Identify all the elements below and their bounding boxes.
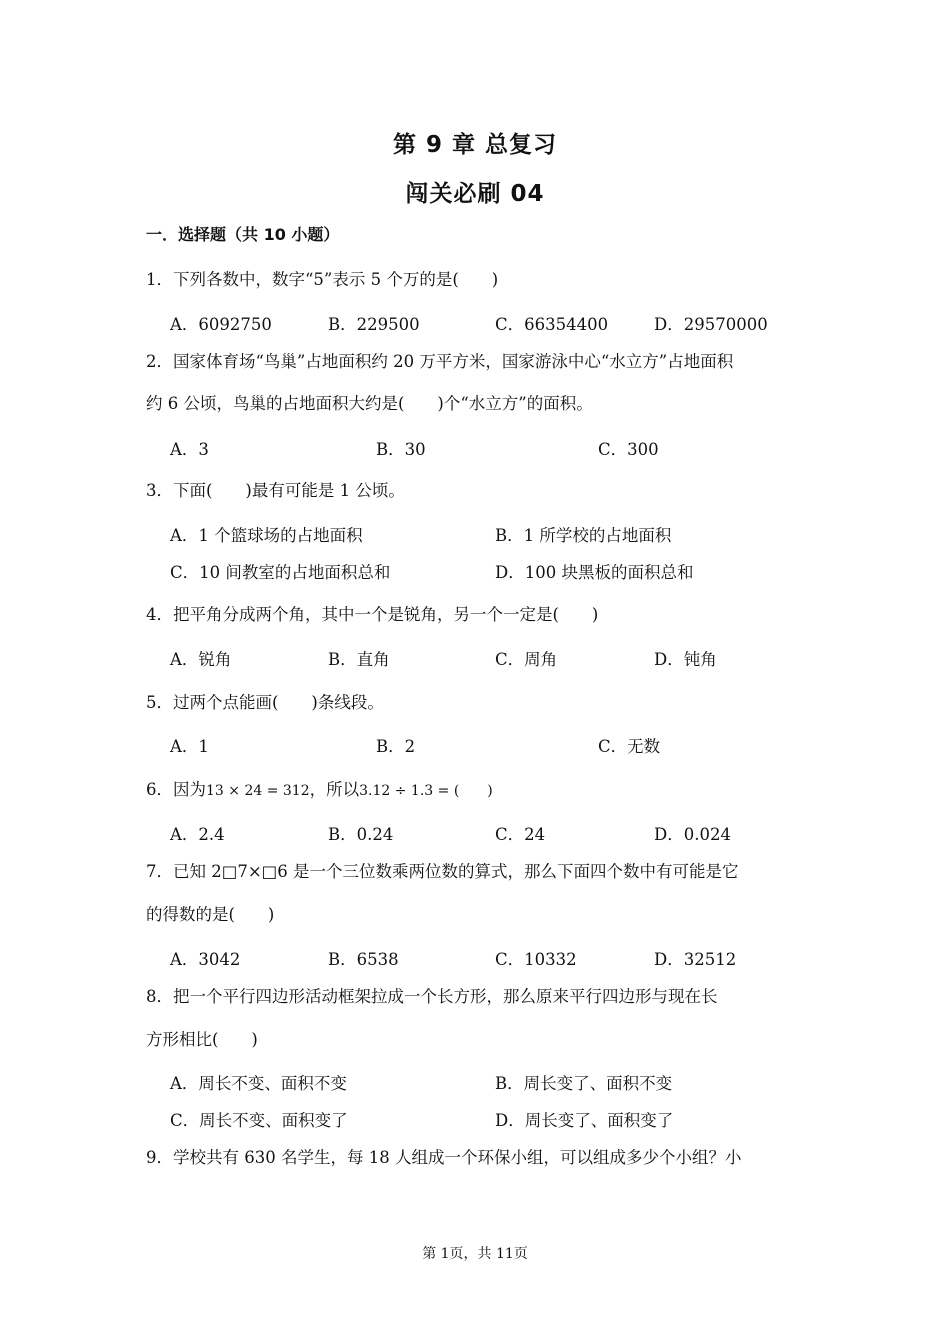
q7-option-b: B．6538 [328, 950, 399, 969]
q5-option-c: C．无数 [598, 737, 661, 756]
q8-option-b: B．周长变了、面积不变 [495, 1074, 673, 1093]
q1-option-b: B．229500 [328, 315, 420, 334]
q1-option-c: C．66354400 [495, 315, 609, 334]
q1-option-d: D．29570000 [654, 315, 768, 334]
question-7-text-line2: 的得数的是( ) [146, 905, 275, 924]
q6-option-b: B．0.24 [328, 825, 394, 844]
question-8-text-line1: 8．把一个平行四边形活动框架拉成一个长方形，那么原来平行四边形与现在长 [146, 987, 718, 1006]
q6-option-d: D．0.024 [654, 825, 731, 844]
q4-option-b: B．直角 [328, 650, 390, 669]
q6-formula-2: 3.12 ÷ 1.3 = ( ) [359, 783, 493, 799]
q8-option-c: C．周长不变、面积变了 [170, 1111, 348, 1130]
q5-option-b: B．2 [376, 737, 416, 756]
document-subtitle: 闯关必刷 04 [405, 181, 545, 207]
question-3-text: 3．下面( )最有可能是 1 公顷。 [146, 481, 405, 500]
question-8-text-line2: 方形相比( ) [146, 1030, 258, 1049]
q6-middle: ，所以 [309, 780, 360, 799]
question-2-text-line2: 约 6 公顷，鸟巢的占地面积大约是( )个“水立方”的面积。 [146, 394, 593, 413]
q6-formula-1: 13 × 24 = 312 [206, 783, 310, 799]
q3-option-d: D．100 块黑板的面积总和 [495, 563, 694, 582]
q7-option-d: D．32512 [654, 950, 737, 969]
question-2-text-line1: 2．国家体育场“鸟巢”占地面积约 20 万平方米，国家游泳中心“水立方”占地面积 [146, 352, 734, 371]
question-9-text: 9．学校共有 630 名学生，每 18 人组成一个环保小组，可以组成多少个小组？小 [146, 1148, 742, 1167]
question-4-text: 4．把平角分成两个角，其中一个是锐角，另一个一定是( ) [146, 605, 599, 624]
question-5-text: 5．过两个点能画( )条线段。 [146, 693, 384, 712]
q4-option-a: A．锐角 [170, 650, 232, 669]
q6-option-c: C．24 [495, 825, 546, 844]
q1-option-a: A．6092750 [170, 315, 272, 334]
q3-option-a: A．1 个篮球场的占地面积 [170, 526, 363, 545]
question-1-text: 1．下列各数中，数字“5”表示 5 个万的是( ) [146, 270, 499, 289]
question-6-text [146, 776, 493, 800]
q4-option-d: D．钝角 [654, 650, 717, 669]
q3-option-c: C．10 间教室的占地面积总和 [170, 563, 391, 582]
q6-option-a: A．2.4 [170, 825, 225, 844]
q7-option-a: A．3042 [170, 950, 241, 969]
q2-option-b: B．30 [376, 440, 426, 459]
question-7-text-line1: 7．已知 2□7×□6 是一个三位数乘两位数的算式，那么下面四个数中有可能是它 [146, 862, 739, 881]
q7-option-c: C．10332 [495, 950, 577, 969]
q8-option-a: A．周长不变、面积不变 [170, 1074, 347, 1093]
q4-option-c: C．周角 [495, 650, 558, 669]
section-heading: 一．选择题（共 10 小题） [146, 225, 340, 244]
q8-option-d: D．周长变了、面积变了 [495, 1111, 674, 1130]
q2-option-c: C．300 [598, 440, 659, 459]
q6-prefix: 6．因为 [146, 780, 206, 799]
q2-option-a: A．3 [170, 440, 209, 459]
chapter-title: 第 9 章 总复习 [392, 132, 558, 158]
q3-option-b: B．1 所学校的占地面积 [495, 526, 672, 545]
q5-option-a: A．1 [170, 737, 209, 756]
page-footer: 第 1页，共 11页 [422, 1246, 528, 1262]
